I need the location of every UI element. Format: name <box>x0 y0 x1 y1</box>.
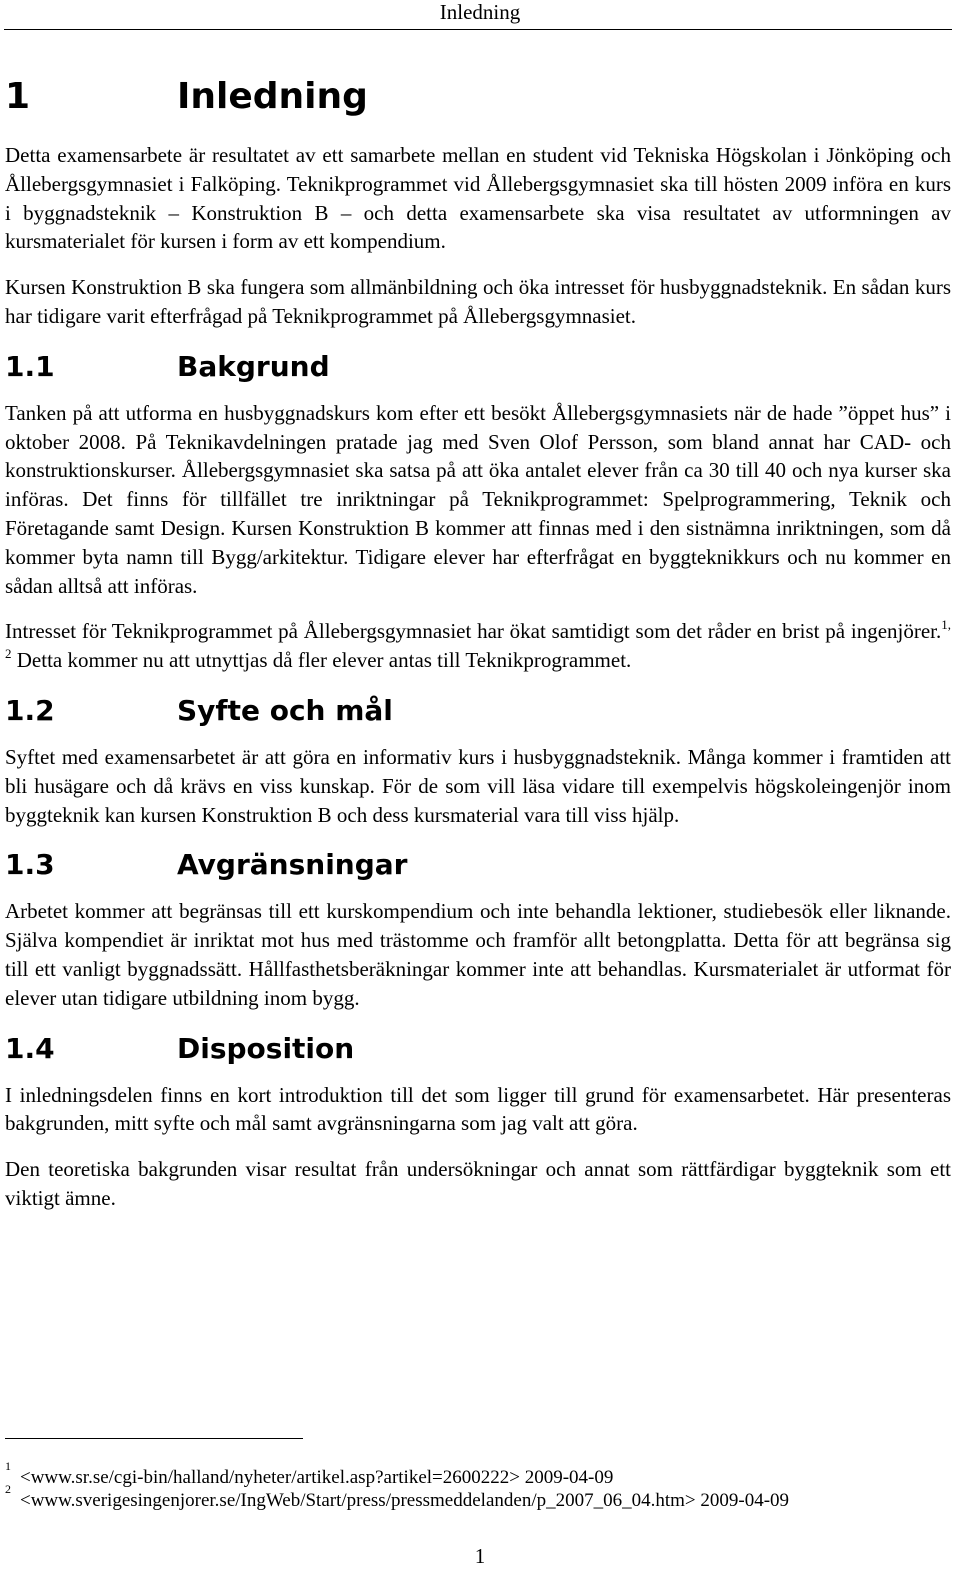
chapter-number: 1 <box>5 76 31 117</box>
section-title: Disposition <box>177 1031 355 1065</box>
paragraph-text: Intresset för Teknikprogrammet på Ållebergsgymnasiet har ökat samtidigt som det råder en brist på ingenjörer. <box>5 619 942 644</box>
footnote-text[interactable]: <www.sr.se/cgi-bin/halland/nyheter/artikel.asp?artikel=2600222> 2009-04-09 <box>20 1467 614 1488</box>
header-rule <box>4 29 952 30</box>
intro-paragraph-2: Kursen Konstruktion B ska fungera som allmänbildning och öka intresset för husbyggnadsteknik. En sådan kurs har tidigare varit efterfrågad på Teknikprogrammet på Ållebergsgymnasiet. <box>5 275 951 328</box>
section-number: 1.1 <box>5 349 55 383</box>
footnote-1 <box>5 1459 951 1489</box>
disposition-paragraph-2: Den teoretiska bakgrunden visar resultat från undersökningar och annat som rättfärdigar byggteknik som ett viktigt ämne. <box>5 1157 951 1210</box>
section-heading-bakgrund <box>5 347 951 387</box>
footnote-reference[interactable]: 1, 2 <box>5 617 951 662</box>
section-number: 1.2 <box>5 693 55 727</box>
bakgrund-paragraph-1: Tanken på att utforma en husbyggnadskurs kom efter ett besökt Ållebergsgymnasiets när de hade ”öppet hus” i oktober 2008. På Teknikavdelningen pratade jag med Sven Olof Persson, som bland annat har CAD- och konstruktionskurser. Ållebergsgymnasiet ska satsa på att öka antalet elever från ca 30 till 40 och nya kurser ska införas. Det finns för tillfället tre inriktningar på Teknikprogrammet: Spelprogrammering, Teknik och Företagande samt Design. Kursen Konstruktion B kommer att finnas med i den sistnämna inriktningen, som då kommer byta namn till Bygg/arkitektur. Tidigare elever har efterfrågat en byggteknikkurs och nu kommer en sådan alltså att införas. <box>5 400 951 598</box>
footnote-mark: 1 <box>5 1459 11 1473</box>
section-heading-disposition <box>5 1029 951 1069</box>
intro-paragraph-1: Detta examensarbete är resultatet av ett samarbete mellan en student vid Tekniska Högskolan i Jönköping och Ållebergsgymnasiet i Falköping. Teknikprogrammet vid Ållebergsgymnasiet ska till hösten 2009 införa en kurs i byggnadsteknik – Konstruktion B – och detta examensarbete ska visa resultatet av utformningen av kursmaterialet för kursen i form av ett kompendium. <box>5 143 951 254</box>
section-number: 1.3 <box>5 848 55 882</box>
footnote-text[interactable]: <www.sverigesingenjorer.se/IngWeb/Start/press/pressmeddelanden/p_2007_06_04.htm> 2009-04-09 <box>20 1490 790 1511</box>
syfte-paragraph: Syftet med examensarbetet är att göra en informativ kurs i husbyggnadsteknik. Många kommer i framtiden att bli husägare och då krävs en viss kunskap. För de som vill läsa vidare till exempelvis högskoleingenjör inom byggteknik kan kursen Konstruktion B och dess kursmaterial vara till viss hjälp. <box>5 744 951 827</box>
section-heading-avgransningar <box>5 845 951 885</box>
running-header: Inledning <box>439 0 521 24</box>
footnote-2 <box>5 1482 951 1512</box>
paragraph-text: Detta kommer nu att utnyttjas då fler elever antas till Teknikprogrammet. <box>11 648 632 673</box>
section-title: Syfte och mål <box>177 693 393 727</box>
chapter-title: Inledning <box>177 76 368 117</box>
section-title: Bakgrund <box>177 349 330 383</box>
chapter-heading <box>5 70 951 124</box>
footnote-mark: 2 <box>5 1482 11 1496</box>
section-heading-syfte <box>5 691 951 731</box>
footnote-separator <box>5 1438 303 1439</box>
disposition-paragraph-1: I inledningsdelen finns en kort introduktion till det som ligger till grund för examensarbetet. Här presenteras bakgrunden, mitt syfte och mål samt avgränsningarna som jag valt att göra. <box>5 1082 951 1136</box>
section-number: 1.4 <box>5 1031 55 1065</box>
page-number: 1 <box>474 1544 486 1568</box>
footnotes <box>5 1459 951 1512</box>
page-content <box>5 70 951 1213</box>
bakgrund-paragraph-2 <box>5 617 951 675</box>
section-title: Avgränsningar <box>177 848 408 882</box>
avgransningar-paragraph: Arbetet kommer att begränsas till ett kurskompendium och inte behandla lektioner, studiebesök eller liknande. Själva kompendiet är inriktat mot hus med trästomme och framför allt betongplatta. Detta för att begränsa sig till ett vanligt byggnadssätt. Hållfasthetsberäkningar kommer inte att behandlas. Kursmaterialet är utformat för elever utan tidigare utbildning inom bygg. <box>5 899 951 1010</box>
